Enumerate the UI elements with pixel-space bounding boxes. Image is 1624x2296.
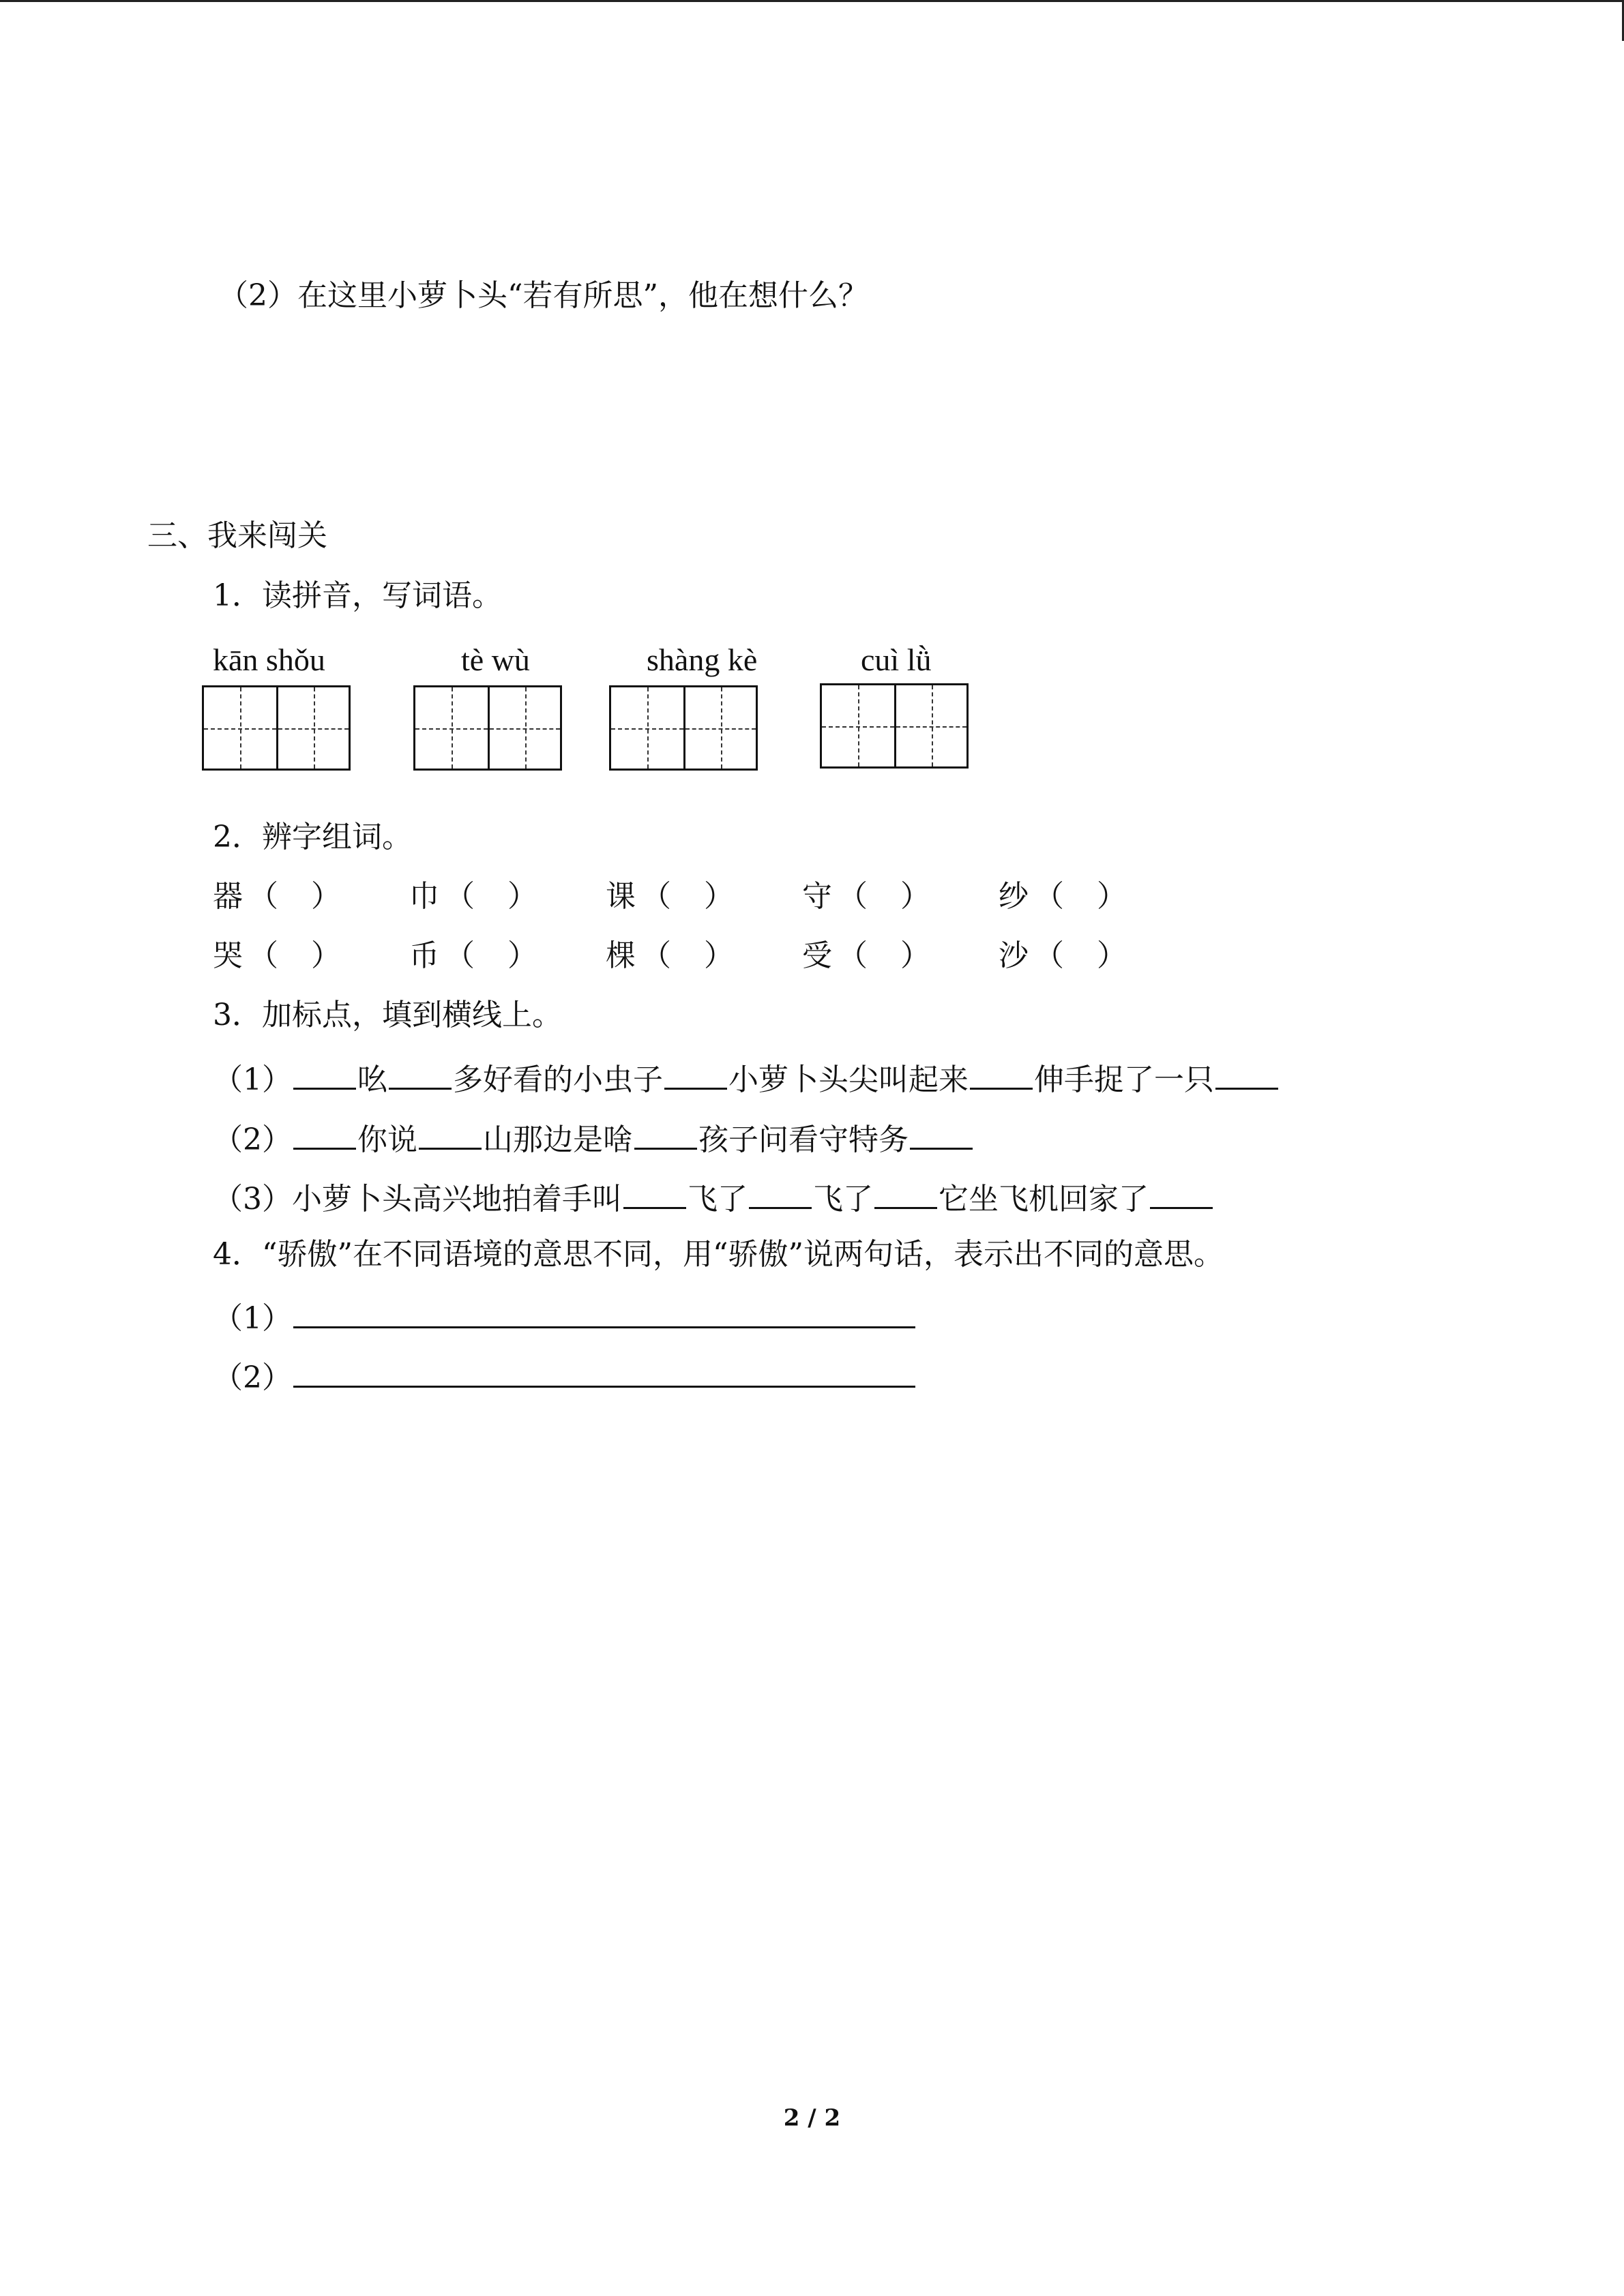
- grid-cell[interactable]: [204, 687, 276, 769]
- punct-blank[interactable]: [419, 1120, 482, 1150]
- pinyin-1: kān shǒu: [213, 642, 325, 677]
- task-2-title: 2．辨字组词。: [213, 820, 412, 854]
- word-row-2: [213, 938, 1195, 973]
- answer-parens[interactable]: （ ）: [248, 879, 341, 914]
- writing-grid-2[interactable]: [413, 685, 562, 771]
- word-item: 课 （ ）: [606, 882, 802, 912]
- answer-parens[interactable]: （ ）: [838, 879, 930, 914]
- punct-blank[interactable]: [389, 1060, 452, 1090]
- word-item: 守 （ ）: [802, 882, 999, 912]
- grid-cell[interactable]: [415, 687, 488, 769]
- writing-grid-4[interactable]: [820, 683, 969, 769]
- grid-cell[interactable]: [894, 685, 966, 766]
- word-item: 巾 （ ）: [409, 882, 606, 912]
- punct-blank[interactable]: [970, 1060, 1033, 1090]
- grid-cell[interactable]: [276, 687, 349, 769]
- task-4-title: 4．“骄傲”在不同语境的意思不同，用“骄傲”说两句话，表示出不同的意思。: [213, 1237, 1224, 1272]
- writing-grid-1[interactable]: [202, 685, 351, 771]
- pinyin-2: tè wù: [461, 642, 530, 677]
- word-item: 纱 （ ）: [999, 882, 1195, 912]
- answer-parens[interactable]: （ ）: [248, 938, 341, 973]
- grid-cell[interactable]: [488, 687, 560, 769]
- writing-grid-3[interactable]: [609, 685, 758, 771]
- question-2-2: （2）在这里小萝卜头“若有所思”，他在想什么？: [218, 278, 868, 313]
- task-3-title: 3．加标点，填到横线上。: [213, 998, 562, 1032]
- answer-parens[interactable]: （ ）: [641, 938, 734, 973]
- answer-blank[interactable]: [293, 1358, 915, 1388]
- word-item: 棵 （ ）: [606, 941, 802, 971]
- answer-parens[interactable]: （ ）: [641, 879, 734, 914]
- word-item: 币 （ ）: [409, 941, 606, 971]
- grid-cell[interactable]: [611, 687, 683, 769]
- word-item: 哭 （ ）: [213, 941, 409, 971]
- answer-parens[interactable]: （ ）: [838, 938, 930, 973]
- section-3-title: 三、我来闯关: [147, 518, 327, 553]
- punct-blank[interactable]: [293, 1060, 356, 1090]
- answer-parens[interactable]: （ ）: [1034, 938, 1127, 973]
- punct-blank[interactable]: [749, 1180, 812, 1209]
- word-item: 沙 （ ）: [999, 941, 1195, 971]
- answer-parens[interactable]: （ ）: [445, 879, 537, 914]
- punct-blank[interactable]: [634, 1120, 697, 1150]
- page-number: 2 / 2: [783, 2104, 841, 2132]
- punct-sentence-2: （2） 你说 山那边是啥 孩子问看守特务: [213, 1120, 974, 1155]
- punct-blank[interactable]: [664, 1060, 727, 1090]
- punct-blank[interactable]: [1215, 1060, 1278, 1090]
- punct-blank[interactable]: [1150, 1180, 1213, 1209]
- punct-sentence-1: （1） 吆 多好看的小虫子 小萝卜头尖叫起来 伸手捉了一只: [213, 1060, 1280, 1095]
- grid-cell[interactable]: [822, 685, 894, 766]
- punct-blank[interactable]: [874, 1180, 937, 1209]
- pinyin-3: shàng kè: [647, 642, 758, 677]
- word-row-1: [213, 879, 1195, 914]
- task-1-title: 1．读拼音，写词语。: [213, 578, 502, 613]
- word-item: 受 （ ）: [802, 941, 999, 971]
- punct-blank[interactable]: [293, 1120, 356, 1150]
- answer-line-2: （2）: [213, 1358, 917, 1393]
- word-item: 器 （ ）: [213, 882, 409, 912]
- page-top-border: [0, 0, 1624, 3]
- punct-blank[interactable]: [910, 1120, 973, 1150]
- punct-blank[interactable]: [623, 1180, 686, 1209]
- answer-parens[interactable]: （ ）: [445, 938, 537, 973]
- grid-cell[interactable]: [683, 687, 756, 769]
- pinyin-4: cuì lǜ: [861, 642, 932, 677]
- answer-parens[interactable]: （ ）: [1034, 879, 1127, 914]
- punct-sentence-3: （3）小萝卜头高兴地拍着手叫 飞了 飞了 它坐飞机回家了: [213, 1180, 1214, 1214]
- answer-blank[interactable]: [293, 1299, 915, 1328]
- answer-line-1: （1）: [213, 1299, 917, 1334]
